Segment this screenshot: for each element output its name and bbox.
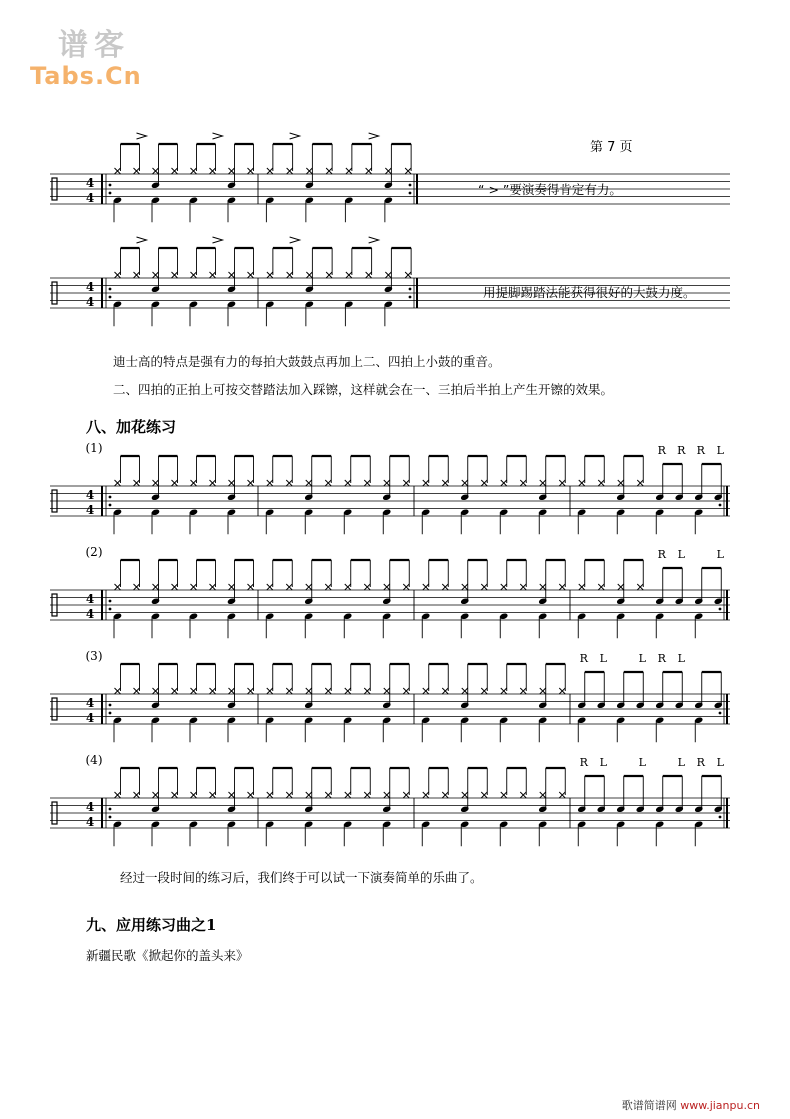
sticking-label: L bbox=[638, 652, 646, 665]
repeat-dot bbox=[109, 184, 112, 187]
accent-mark bbox=[213, 133, 223, 139]
repeat-dot bbox=[719, 808, 722, 811]
time-signature-top: 4 bbox=[85, 280, 95, 294]
exercise-2-staff bbox=[0, 545, 790, 648]
exercise-label: (4) bbox=[85, 753, 103, 767]
accent-mark bbox=[369, 133, 379, 139]
accent-mark bbox=[137, 133, 147, 139]
repeat-dot bbox=[719, 600, 722, 603]
time-signature-bottom: 4 bbox=[85, 815, 95, 829]
footer-url: www.jianpu.cn bbox=[680, 1099, 760, 1112]
sticking-label: L bbox=[677, 756, 685, 769]
repeat-dot bbox=[409, 288, 412, 291]
section-9-title: 九、应用练习曲之1 bbox=[86, 916, 217, 934]
sticking-label: R bbox=[579, 756, 588, 769]
sticking-label: L bbox=[677, 652, 685, 665]
repeat-dot bbox=[109, 816, 112, 819]
accent-mark bbox=[290, 133, 300, 139]
accent-mark bbox=[369, 237, 379, 243]
sticking-label: L bbox=[716, 548, 724, 561]
repeat-dot bbox=[109, 288, 112, 291]
accent-mark bbox=[213, 237, 223, 243]
accent-mark bbox=[137, 237, 147, 243]
sticking-label: R bbox=[657, 444, 666, 457]
sticking-label: L bbox=[716, 444, 724, 457]
drum-staff-1 bbox=[0, 140, 790, 220]
repeat-dot bbox=[109, 192, 112, 195]
sticking-label: L bbox=[599, 756, 607, 769]
time-signature-bottom: 4 bbox=[85, 295, 95, 309]
footer bbox=[622, 1097, 760, 1113]
repeat-dot bbox=[109, 600, 112, 603]
staff2-note: 用提脚踢踏法能获得很好的大鼓力度。 bbox=[483, 285, 696, 300]
repeat-dot bbox=[109, 808, 112, 811]
time-signature-top: 4 bbox=[85, 696, 95, 710]
repeat-dot bbox=[719, 704, 722, 707]
repeat-dot bbox=[719, 496, 722, 499]
sticking-label: L bbox=[716, 756, 724, 769]
repeat-dot bbox=[109, 712, 112, 715]
repeat-dot bbox=[409, 184, 412, 187]
exercise-4-staff bbox=[0, 753, 790, 856]
sticking-label: R bbox=[696, 444, 705, 457]
repeat-dot bbox=[109, 496, 112, 499]
sticking-label: R bbox=[677, 444, 686, 457]
sticking-label: R bbox=[579, 652, 588, 665]
section-8-title: 八、加花练习 bbox=[86, 418, 177, 436]
repeat-dot bbox=[409, 192, 412, 195]
paragraph-hihat: 二、四拍的正拍上可按交替踏法加入踩镲，这样就会在一、三拍后半拍上产生开镲的效果。 bbox=[113, 382, 614, 397]
sticking-label: R bbox=[696, 756, 705, 769]
repeat-dot bbox=[109, 704, 112, 707]
footer-site: 歌谱简谱网 bbox=[621, 1099, 677, 1112]
sticking-label: L bbox=[599, 652, 607, 665]
watermark-logo-cn: 谱客 bbox=[58, 28, 130, 63]
exercise-1-staff bbox=[0, 438, 790, 538]
exercise-label: (3) bbox=[85, 649, 103, 663]
time-signature-top: 4 bbox=[85, 488, 95, 502]
repeat-dot bbox=[719, 712, 722, 715]
time-signature-bottom: 4 bbox=[85, 711, 95, 725]
time-signature-top: 4 bbox=[85, 800, 95, 814]
page-number: 第 7 页 bbox=[590, 140, 633, 155]
time-signature-top: 4 bbox=[85, 592, 95, 606]
repeat-dot bbox=[109, 608, 112, 611]
repeat-dot bbox=[109, 504, 112, 507]
exercise-label: (2) bbox=[85, 545, 103, 559]
repeat-dot bbox=[409, 296, 412, 299]
time-signature-top: 4 bbox=[85, 176, 95, 190]
paragraph-disco: 迪士高的特点是强有力的每拍大鼓鼓点再加上二、四拍上小鼓的重音。 bbox=[113, 354, 501, 369]
time-signature-bottom: 4 bbox=[85, 191, 95, 205]
sticking-label: R bbox=[657, 652, 666, 665]
staff1-note: “ > ”要演奏得肯定有力。 bbox=[478, 182, 622, 197]
sticking-label: L bbox=[677, 548, 685, 561]
exercise-label: (1) bbox=[85, 441, 103, 455]
time-signature-bottom: 4 bbox=[85, 503, 95, 517]
paragraph-practice: 经过一段时间的练习后，我们终于可以试一下演奏简单的乐曲了。 bbox=[120, 870, 483, 885]
repeat-dot bbox=[719, 608, 722, 611]
accent-mark bbox=[290, 237, 300, 243]
sticking-label: L bbox=[638, 756, 646, 769]
watermark-logo-en: Tabs.Cn bbox=[30, 62, 142, 90]
song-title: 新疆民歌《掀起你的盖头来》 bbox=[86, 948, 249, 963]
exercise-3-staff bbox=[0, 649, 790, 752]
repeat-dot bbox=[719, 504, 722, 507]
repeat-dot bbox=[719, 816, 722, 819]
repeat-dot bbox=[109, 296, 112, 299]
sticking-label: R bbox=[657, 548, 666, 561]
time-signature-bottom: 4 bbox=[85, 607, 95, 621]
